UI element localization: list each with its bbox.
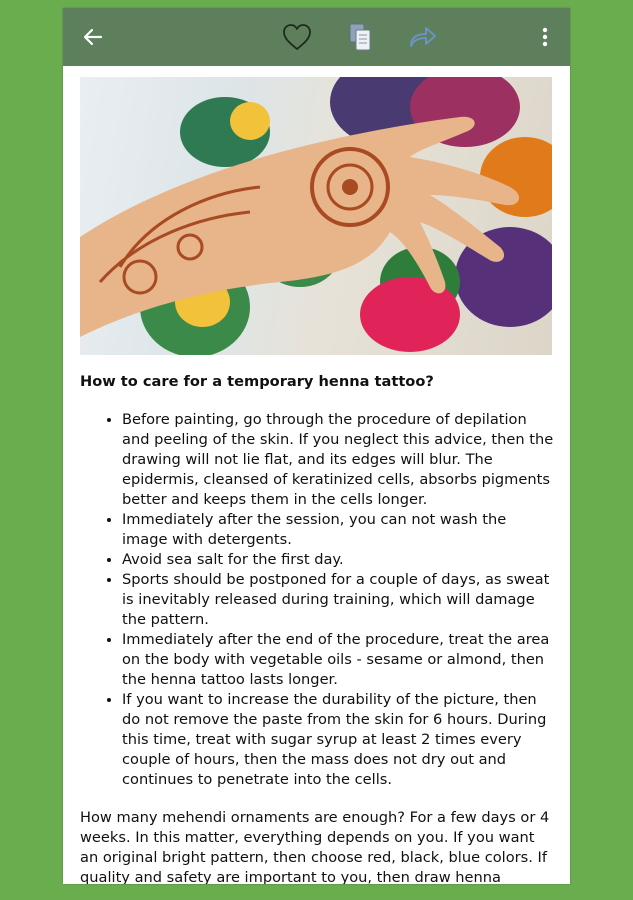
article-paragraph: How many mehendi ornaments are enough? For a few days or 4 weeks. In this matter, everything depends on you. If you want an original bright pattern, then choose red, black, blue colors. If quality and safety are important to you, then draw henna [80, 809, 550, 884]
content-area [63, 66, 570, 884]
app-window [63, 8, 570, 884]
more-options-button[interactable] [534, 8, 556, 66]
heart-icon [281, 22, 313, 52]
share-button[interactable] [406, 8, 440, 66]
share-icon [408, 24, 438, 50]
article-heading: How to care for a temporary henna tattoo? [80, 373, 434, 390]
article [80, 372, 556, 884]
favorite-button[interactable] [280, 8, 314, 66]
hand-illustration [80, 77, 552, 355]
copy-icon [346, 22, 374, 52]
care-tips-list [80, 410, 556, 790]
list-item: • Immediately after the end of the procedure, treat the area on the body with vegetable oils - sesame or almond, then the henna tattoo lasts longer. [122, 630, 556, 690]
list-item: • Immediately after the session, you can not wash the image with detergents. [122, 510, 556, 550]
list-item: • Avoid sea salt for the first day. [122, 550, 556, 570]
list-item: • If you want to increase the durability of the picture, then do not remove the paste from the skin for 6 hours. During this time, treat with sugar syrup at least 2 times every couple of hours, then the mass does not dry out and continues to penetrate into the cells. [122, 690, 556, 790]
back-button[interactable] [77, 8, 109, 66]
list-item: • Before painting, go through the procedure of depilation and peeling of the skin. If you neglect this advice, then the drawing will not lie flat, and its edges will blur. The epidermis, cleansed of keratinized cells, absorbs pigments better and keeps them in the cells longer. [122, 410, 556, 510]
more-vertical-icon [542, 27, 548, 47]
toolbar [63, 8, 570, 66]
back-arrow-icon [83, 27, 103, 47]
henna-hand-image [80, 77, 552, 355]
copy-button[interactable] [345, 8, 375, 66]
list-item: • Sports should be postponed for a couple of days, as sweat is inevitably released during training, which will damage the pattern. [122, 570, 556, 630]
